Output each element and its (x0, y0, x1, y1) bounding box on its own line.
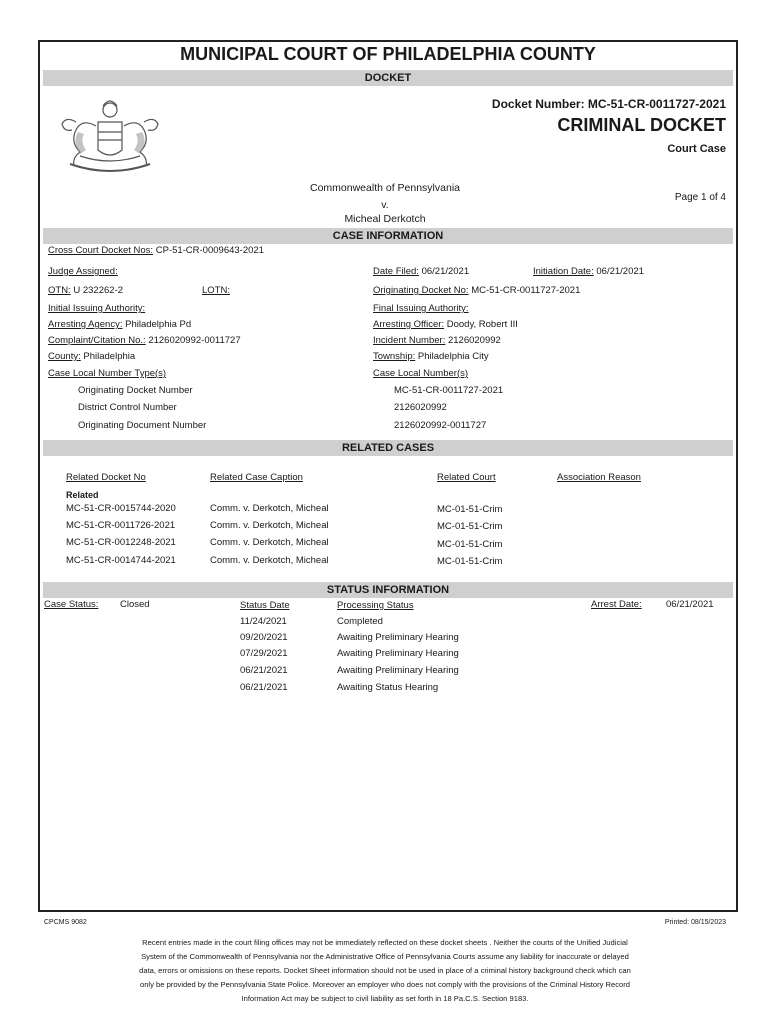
initial-authority-label: Initial Issuing Authority: (48, 303, 146, 314)
case-information-bar: CASE INFORMATION (43, 228, 733, 244)
related-docket-1: MC-51-CR-0015744-2020 (66, 503, 176, 514)
status-date-2: 09/20/2021 (240, 632, 288, 643)
case-status-value: Closed (120, 599, 150, 610)
status-value-1: Completed (337, 616, 383, 627)
local-type-2: District Control Number (78, 402, 177, 413)
initiation-label: Initiation Date: (533, 266, 594, 277)
printed-date: Printed: 08/15/2023 (664, 919, 726, 926)
date-filed-row (373, 266, 469, 277)
county-value: Philadelphia (83, 351, 136, 362)
complaint-label: Complaint/Citation No.: (48, 335, 146, 346)
lotn-label: LOTN: (202, 285, 230, 296)
status-value-5: Awaiting Status Hearing (337, 682, 439, 693)
local-number-3: 2126020992-0011727 (394, 420, 487, 431)
status-information-bar: STATUS INFORMATION (43, 582, 733, 598)
related-court-4: MC-01-51-Crim (437, 556, 503, 567)
otn-row (48, 285, 123, 296)
related-court-1: MC-01-51-Crim (437, 504, 503, 515)
caption-versus: v. (381, 199, 389, 211)
local-type-3: Originating Document Number (78, 420, 207, 431)
disclaimer (80, 936, 690, 1006)
status-value-4: Awaiting Preliminary Hearing (337, 665, 459, 676)
township-value: Philadelphia City (417, 351, 489, 362)
court-title: MUNICIPAL COURT OF PHILADELPHIA COUNTY (180, 44, 596, 64)
county-row (48, 351, 135, 362)
incident-label: Incident Number: (373, 335, 446, 346)
disclaimer-line: Recent entries made in the court filing offices may not be immediately reflected on these docket sheets . Neither the courts of the Unified Judicial (142, 938, 628, 947)
arresting-officer-row (373, 319, 518, 330)
status-value-3: Awaiting Preliminary Hearing (337, 648, 459, 659)
orig-docket-label: Originating Docket No: (373, 285, 469, 296)
disclaimer-line: System of the Commonwealth of Pennsylvania nor the Administrative Office of Pennsylvania Courts assume any liability for inaccurate or delayed (141, 952, 629, 961)
criminal-docket-title: CRIMINAL DOCKET (557, 115, 726, 135)
docket-number: Docket Number: MC-51-CR-0011727-2021 (491, 97, 726, 111)
cross-court-value: CP-51-CR-0009643-2021 (155, 245, 264, 256)
otn-value: U 232262-2 (73, 285, 123, 296)
status-date-1: 11/24/2021 (240, 616, 287, 627)
complaint-value: 2126020992-0011727 (148, 335, 241, 346)
initiation-value: 06/21/2021 (596, 266, 644, 277)
arresting-agency-value: Philadelphia Pd (125, 319, 192, 330)
orig-docket-value: MC-51-CR-0011727-2021 (471, 285, 581, 296)
page-indicator: Page 1 of 4 (674, 192, 726, 203)
related-group-label: Related (66, 490, 99, 500)
arrest-date-label: Arrest Date: (591, 599, 642, 610)
arresting-agency-row (48, 319, 191, 330)
township-row (373, 351, 489, 362)
orig-docket-row (373, 285, 580, 296)
disclaimer-line: only be provided by the Pennsylvania State Police. Moreover an employer who does not comply with the provisions of the Criminal History Record (139, 980, 631, 989)
incident-value: 2126020992 (447, 335, 501, 346)
related-docket-3: MC-51-CR-0012248-2021 (66, 537, 176, 548)
county-label: County: (48, 351, 81, 362)
case-status-label: Case Status: (44, 599, 99, 610)
related-court-2: MC-01-51-Crim (437, 521, 503, 532)
initiation-row (533, 266, 644, 277)
form-number: CPCMS 9082 (44, 919, 87, 926)
otn-label: OTN: (48, 285, 71, 296)
arrest-date-value: 06/21/2021 (666, 599, 714, 610)
local-type-1: Originating Docket Number (78, 385, 193, 396)
arresting-agency-label: Arresting Agency: (48, 319, 123, 330)
cross-court-label: Cross Court Docket Nos: (48, 245, 154, 256)
arresting-officer-value: Doody, Robert III (446, 319, 518, 330)
related-docket-2: MC-51-CR-0011726-2021 (66, 520, 176, 531)
incident-row (373, 335, 501, 346)
judge-label: Judge Assigned: (48, 266, 118, 277)
pennsylvania-seal-icon (50, 92, 170, 178)
caption-defendant: Micheal Derkotch (344, 213, 426, 225)
related-caption-2: Comm. v. Derkotch, Micheal (210, 520, 329, 531)
docket-bar: DOCKET (43, 70, 733, 86)
related-caption-1: Comm. v. Derkotch, Micheal (210, 503, 329, 514)
related-caption-3: Comm. v. Derkotch, Micheal (210, 537, 329, 548)
court-case-label: Court Case (667, 143, 726, 155)
complaint-row (48, 335, 241, 346)
final-authority-label: Final Issuing Authority: (373, 303, 469, 314)
status-date-3: 07/29/2021 (240, 648, 288, 659)
cross-court-row (48, 245, 264, 256)
col-association-reason: Association Reason (557, 472, 641, 483)
status-date-4: 06/21/2021 (240, 665, 288, 676)
status-value-2: Awaiting Preliminary Hearing (337, 632, 459, 643)
local-types-label: Case Local Number Type(s) (48, 368, 167, 379)
local-number-2: 2126020992 (394, 402, 447, 413)
caption-plaintiff: Commonwealth of Pennsylvania (310, 182, 460, 194)
date-filed-label: Date Filed: (373, 266, 419, 277)
local-numbers-label: Case Local Number(s) (373, 368, 469, 379)
date-filed-value: 06/21/2021 (421, 266, 470, 277)
related-caption-4: Comm. v. Derkotch, Micheal (210, 555, 329, 566)
col-related-court: Related Court (437, 472, 496, 483)
arresting-officer-label: Arresting Officer: (373, 319, 445, 330)
local-number-1: MC-51-CR-0011727-2021 (394, 385, 504, 396)
status-date-5: 06/21/2021 (240, 682, 288, 693)
col-related-docket: Related Docket No (66, 472, 146, 483)
disclaimer-line: Information Act may be subject to civil liability as set forth in 18 Pa.C.S. Section 9183. (241, 994, 529, 1003)
status-date-header: Status Date (240, 600, 290, 611)
related-docket-4: MC-51-CR-0014744-2021 (66, 555, 176, 566)
township-label: Township: (373, 351, 416, 362)
disclaimer-line: data, errors or omissions on these reports. Docket Sheet information should not be used in place of a criminal history background check which can (139, 966, 631, 975)
processing-status-header: Processing Status (337, 600, 414, 611)
related-court-3: MC-01-51-Crim (437, 539, 503, 550)
related-cases-bar: RELATED CASES (43, 440, 733, 456)
col-related-caption: Related Case Caption (210, 472, 303, 483)
